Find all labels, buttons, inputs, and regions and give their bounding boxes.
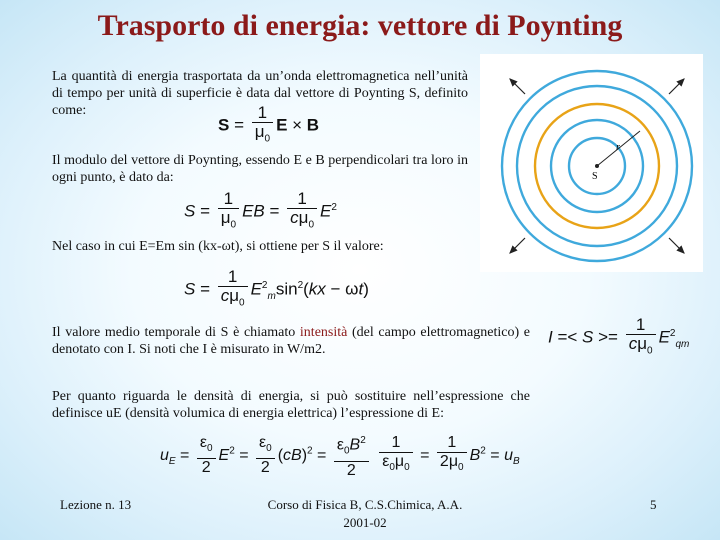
slide-title: Trasporto di energia: vettore di Poynting xyxy=(97,9,623,42)
footer-lesson: Lezione n. 13 xyxy=(60,497,132,512)
paragraph-energy-density: Per quanto riguarda le densità di energia, si può sostituire nell’espressione che definisce uE (densità volumica di energia elettrica) l’espressione di E: xyxy=(52,389,530,421)
paragraph-sinusoidal: Nel caso in cui E=Em sin (kx-ωt), si ottiene per S il valore: xyxy=(52,239,384,254)
intensity-text-1: Il valore medio temporale di S è chiamato xyxy=(52,325,300,340)
equation-intensity: I =< S >= $\frac{1}{c\mu_0}$ $E^2_{qm}$ xyxy=(548,315,690,357)
source-label: S xyxy=(592,171,598,182)
paragraph-modulus: Il modulo del vettore di Poynting, essendo E e B perpendicolari tra loro in ogni punto, è dato da: xyxy=(52,153,468,185)
arrow-top-right xyxy=(669,79,684,94)
footer-course xyxy=(240,496,490,532)
intensity-text-2: (del campo elettromagnetico) e denotato con I. Si noti che I è misurato in W/m2. xyxy=(52,325,530,357)
equation-energy-density: $u_E$ = $\frac{\varepsilon_0}{2}$ $E^2$ = $\frac{\varepsilon_0}{2}$ (cB)$^2$ = $\frac{\varepsilon_0B^2}{2}$ $\frac{1}{\varepsilon_0\mu_0}$ = $\frac{1}{2\mu_0}$ $B^2 = u_B$ xyxy=(160,432,520,480)
equation-poynting-modulus: S = $\frac{1}{\mu_0}$ EB = $\frac{1}{c\mu_0}$ $E^2$ xyxy=(184,189,337,231)
equation-poynting-sinusoidal: S = $\frac{1}{c\mu_0}$ $E^2_m\sin^2(kx - \omega t)$ xyxy=(184,267,369,309)
paragraph-definition: La quantità di energia trasportata da un’onda elettromagnetica nell’unità di tempo per unità di superficie è data dal vettore di Poynting S, definito come: xyxy=(52,69,468,118)
arrow-bottom-right xyxy=(669,238,684,253)
wavefront-svg xyxy=(480,54,703,272)
wavefront-diagram xyxy=(480,54,703,272)
radius-label: r xyxy=(616,142,620,153)
footer-course-line2: 2001-02 xyxy=(343,515,387,530)
arrow-top-left xyxy=(510,79,525,94)
paragraph-intensity xyxy=(52,324,530,358)
equation-poynting-vector: S = $\frac{1}{\mu_0}$ E × B xyxy=(218,103,320,145)
footer-course-line1: Corso di Fisica B, C.S.Chimica, A.A. xyxy=(267,497,463,512)
page-number: 5 xyxy=(650,497,657,512)
arrow-bottom-left xyxy=(510,238,525,253)
intensity-keyword: intensità xyxy=(299,325,348,340)
